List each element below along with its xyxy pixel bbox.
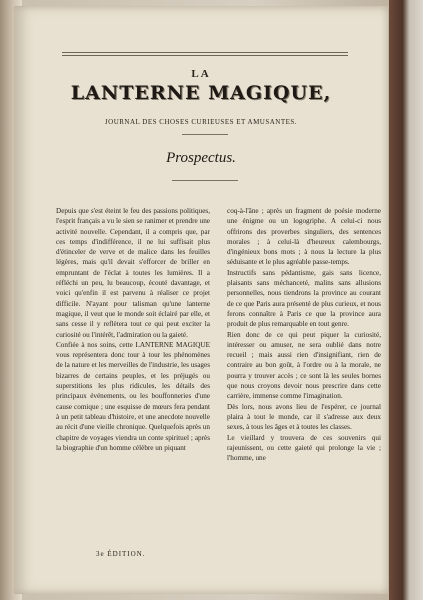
top-rule <box>62 52 348 53</box>
section-heading: Prospectus. <box>166 150 236 166</box>
separator <box>182 134 228 135</box>
text-column-left <box>56 206 210 453</box>
column-text: coq-à-l'âne ; après un fragment de poésie moderne une énigme ou un logogriphe. A celui-ci nous offrirons des proverbes singuliers, des sentences morales ; à celui-là d'heureux calembourgs, d'ingénieux bons mots ; à nous la lecture la plus séduisante et le plus agréable passe-temps. Instructifs sans pédantisme, gais sans licence, plaisants sans méchanceté, malins sans allusions personnelles, nous tiendrons la province au courant de ce que Paris aura présenté de plus curieux, et nous ferons connaître à Paris ce que la province aura produit de plus remarquable en tout genre. Rien donc de ce qui peut piquer la curiosité, intéresser ou amuser, ne sera oublié dans notre recueil ; mais aussi rien d'insignifiant, rien de contraire au bon goût, à l'ordre ou à la morale, ne pourra y trouver accès ; ce sont là les seules bornes que nous croyons devoir nous prescrire dans cette carrière, immense comme l'imagination. Dès lors, nous avons lieu de l'espérer, ce journal plaira à tout le monde, car il s'adresse aux deux sexes, à tous les âges et à toutes les classes. Le vieillard y trouvera de ces souvenirs qui rajeunissent, ou cette gaieté qui prolonge la vie ; l'homme, une <box>227 207 381 463</box>
journal-subtitle: JOURNAL DES CHOSES CURIEUSES ET AMUSANTES. <box>104 118 298 126</box>
top-rule-double <box>62 55 348 56</box>
text-column-right <box>227 206 381 463</box>
heading-underline <box>172 180 238 181</box>
book-page <box>14 6 388 594</box>
column-text: Depuis que s'est éteint le feu des passions politiques, l'esprit français a vu le sien se ranimer et prendre une activité nouvelle. Cependant, il a compris que, par ces temps d'indifférence, il ne lui suffisait plus d'étinceler de verve et de malice dans les feuilles légères, mais qu'il devait s'efforcer de briller en empruntant de l'éclat à toutes les lumières. Il a réfléchi un peu, lu beaucoup, écouté davantage, et voici qu'enfin il est parvenu à réaliser ce projet difficile. N'ayant pour talisman qu'une lanterne magique, il veut que le monde soit éclairé par elle, et sans cesse il y reflètera tout ce qui peut exciter la curiosité ou l'intérêt, l'admiration ou la gaieté. Confiée à nos soins, cette LANTERNE MAGIQUE vous représentera donc tour à tour les phénomènes de la nature et les merveilles de l'industrie, les usages bizarres de certains peuples, et les préjugés ou superstitions les plus ridicules, les détails des principaux événements, ou les bouffonneries d'une cause comique ; une esquisse de mœurs fera pendant à un petit tableau d'histoire, et une anecdote nouvelle au récit d'une vieille chronique. Quelquefois après un chapitre de voyages viendra un conte spirituel ; après la biographie d'un homme célèbre un piquant <box>56 207 210 452</box>
book-cover-right <box>389 0 423 600</box>
journal-title: LANTERNE MAGIQUE, <box>70 82 332 104</box>
title-article: LA <box>191 68 211 80</box>
edition-label: 3e ÉDITION. <box>96 550 146 558</box>
